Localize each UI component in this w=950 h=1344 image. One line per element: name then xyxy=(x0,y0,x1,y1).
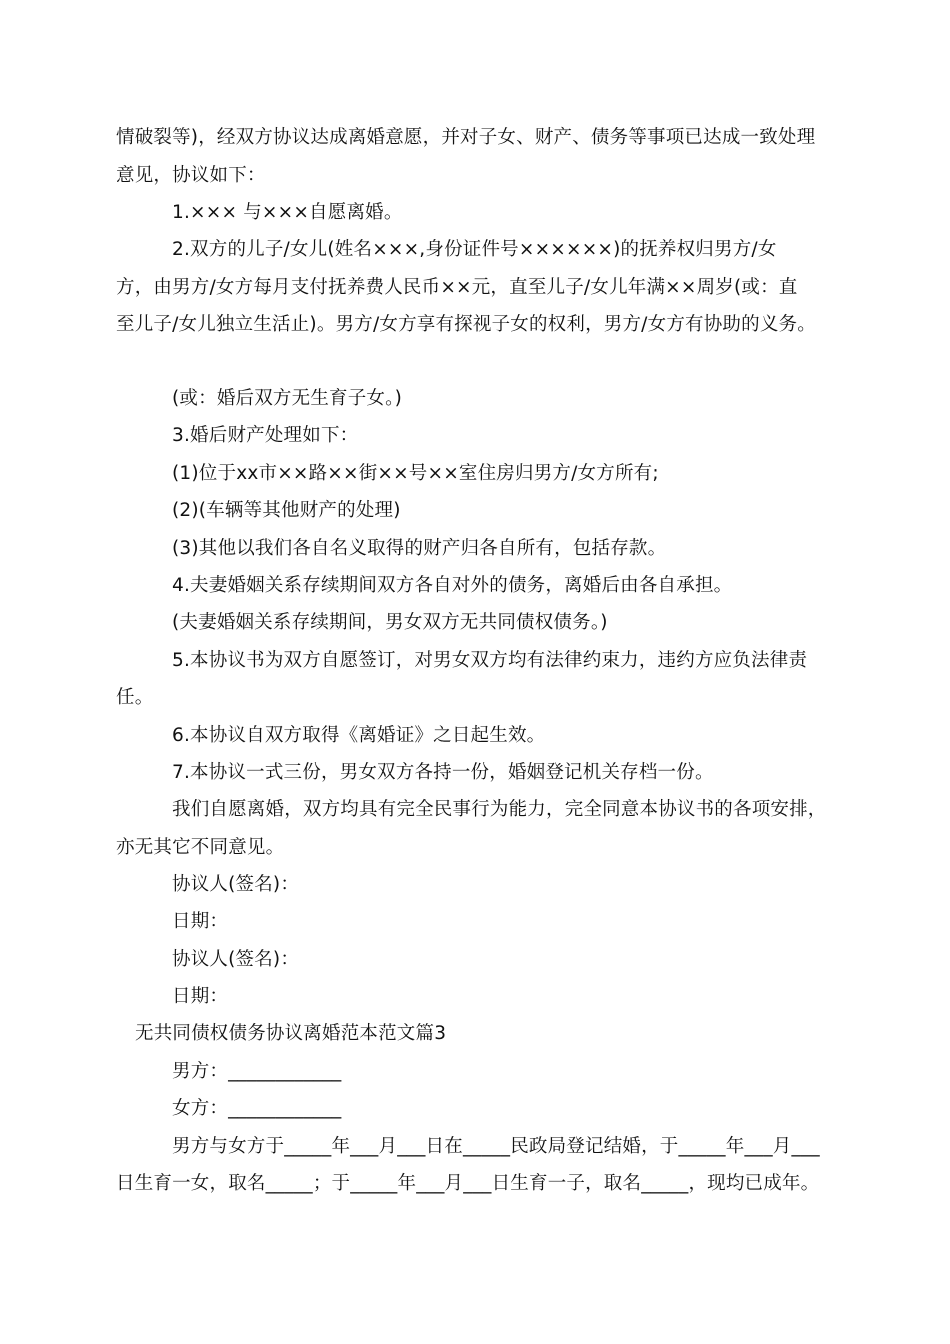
paragraph-line: 任。 xyxy=(116,687,154,708)
signature-label: 协议人(签名)： xyxy=(172,949,300,970)
clause-1: 1.××× 与×××自愿离婚。 xyxy=(172,202,403,223)
clause-6: 6.本协议自双方取得《离婚证》之日起生效。 xyxy=(172,725,546,746)
paragraph-line: 情破裂等)，经双方协议达成离婚意愿，并对子女、财产、债务等事项已达成一致处理 xyxy=(116,127,816,148)
clause-3: 3.婚后财产处理如下： xyxy=(172,425,359,446)
paragraph-line: 至儿子/女儿独立生活止)。男方/女方享有探视子女的权利，男方/女方有协助的义务。 xyxy=(116,314,816,335)
declaration-line: 我们自愿离婚，双方均具有完全民事行为能力，完全同意本协议书的各项安排， xyxy=(172,799,827,820)
paragraph-line: 意见，协议如下： xyxy=(116,165,266,186)
marriage-info-line: 男方与女方于_____年___月___日在_____民政局登记结婚，于_____年___月___ xyxy=(172,1136,820,1157)
female-party-line: 女方：____________ xyxy=(172,1098,342,1119)
date-label: 日期： xyxy=(172,911,229,932)
note-line: (或：婚后双方无生育子女。) xyxy=(172,388,402,409)
date-label: 日期： xyxy=(172,986,229,1007)
clause-5: 5.本协议书为双方自愿签订，对男女双方均有法律约束力，违约方应负法律责 xyxy=(172,650,808,671)
paragraph-line: 方，由男方/女方每月支付抚养费人民币××元，直至儿子/女儿年满××周岁(或：直 xyxy=(116,277,798,298)
sub-clause-2: (2)(车辆等其他财产的处理) xyxy=(172,500,401,521)
clause-7: 7.本协议一式三份，男女双方各持一份，婚姻登记机关存档一份。 xyxy=(172,762,714,783)
paragraph-line: 亦无其它不同意见。 xyxy=(116,837,285,858)
male-party-line: 男方：____________ xyxy=(172,1061,342,1082)
sub-clause-1: (1)位于xx市××路××街××号××室住房归男方/女方所有; xyxy=(172,463,659,484)
signature-label: 协议人(签名)： xyxy=(172,874,300,895)
note-line: (夫妻婚姻关系存续期间，男女双方无共同债权债务。) xyxy=(172,612,608,633)
paragraph-line: 日生育一女，取名_____；于_____年___月___日生育一子，取名_____，现均已成年。 xyxy=(116,1173,820,1194)
clause-2: 2.双方的儿子/女儿(姓名×××,身份证件号××××××)的抚养权归男方/女 xyxy=(172,239,777,260)
clause-4: 4.夫妻婚姻关系存续期间双方各自对外的债务，离婚后由各自承担。 xyxy=(172,575,733,596)
sub-clause-3: (3)其他以我们各自名义取得的财产归各自所有，包括存款。 xyxy=(172,538,667,559)
section-heading: 无共同债权债务协议离婚范本范文篇3 xyxy=(135,1023,447,1044)
